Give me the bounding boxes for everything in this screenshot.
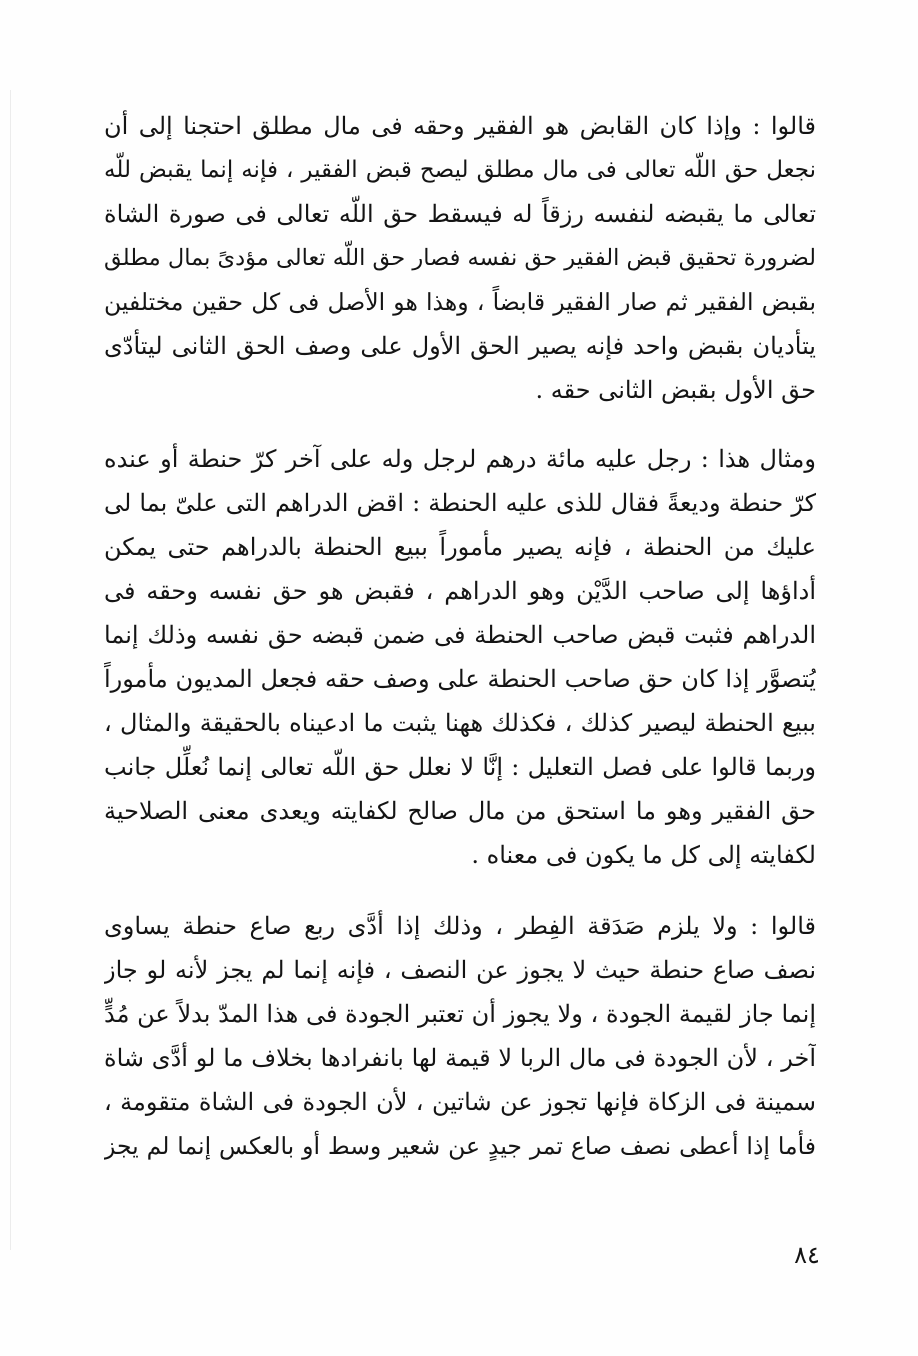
text-line: نجعل حق اللّه تعالى فى مال مطلق ليصح قبض الفقير ، فإنه إنما يقبض للّه	[104, 157, 816, 183]
text-line: لضرورة تحقيق قبض الفقير حق نفسه فصار حق اللّه تعالى مؤدىً بمال مطلق	[104, 245, 816, 271]
text-line: بقبض الفقير ثم صار الفقير قابضاً ، وهذا هو الأصل فى كل حقين مختلفين	[104, 288, 816, 316]
text-line: سمينة فى الزكاة فإنها تجوز عن شاتين ، لأن الجودة فى الشاة متقومة ،	[104, 1088, 816, 1116]
text-line: إنما جاز لقيمة الجودة ، ولا يجوز أن تعتبر الجودة فى هذا المدّ بدلاً عن مُدٍّ	[104, 1000, 816, 1028]
paragraph-2	[104, 437, 816, 877]
text-line: حق الأول بقبض الثانى حقه .	[535, 376, 816, 404]
text-line: فأما إذا أعطى نصف صاع تمر جيدٍ عن شعير وسط أو بالعكس إنما لم يجز	[104, 1132, 816, 1160]
text-line: قالوا : وإذا كان القابض هو الفقير وحقه فى مال مطلق احتجنا إلى أن	[104, 112, 816, 140]
text-line: ومثال هذا : رجل عليه مائة درهم لرجل وله على آخر كرّ حنطة أو عنده	[104, 445, 816, 473]
text-line: حق الفقير وهو ما استحق من مال صالح لكفايته ويعدى معنى الصلاحية	[104, 797, 816, 825]
text-line: يُتصوَّر إذا كان حق صاحب الحنطة على وصف حقه فجعل المديون مأموراً	[104, 665, 816, 693]
text-line: نصف صاع حنطة حيث لا يجوز عن النصف ، فإنه إنما لم يجز لأنه لو جاز	[104, 956, 816, 984]
text-line: ببيع الحنطة ليصير كذلك ، فكذلك ههنا يثبت ما ادعيناه بالحقيقة والمثال ،	[104, 709, 816, 737]
text-line: عليك من الحنطة ، فإنه يصير مأموراً ببيع الحنطة بالدراهم حتى يمكن	[104, 533, 816, 561]
text-line: لكفايته إلى كل ما يكون فى معناه .	[471, 841, 816, 869]
text-line: يتأديان بقبض واحد فإنه يصير الحق الأول على وصف الحق الثانى ليتأدّى	[104, 332, 816, 360]
paragraph-3	[104, 904, 816, 1168]
page-number: ٨٤	[794, 1241, 820, 1269]
text-line: قالوا : ولا يلزم صَدَقة الفِطر ، وذلك إذا أدَّى ربع صاع حنطة يساوى	[104, 912, 816, 940]
page-edge-shadow	[10, 90, 11, 1250]
text-line: تعالى ما يقبضه لنفسه رزقاً له فيسقط حق اللّه تعالى فى صورة الشاة	[104, 200, 816, 228]
text-line: الدراهم فثبت قبض صاحب الحنطة فى ضمن قبضه حق نفسه وذلك إنما	[104, 621, 816, 649]
paragraph-1	[104, 104, 816, 412]
text-line: وربما قالوا على فصل التعليل : إنَّا لا نعلل حق اللّه تعالى إنما نُعلِّل جانب	[104, 753, 816, 781]
text-line: أداؤها إلى صاحب الدَّيْن وهو الدراهم ، فقبض هو حق نفسه وحقه فى	[104, 577, 816, 605]
text-line: كرّ حنطة وديعةً فقال للذى عليه الحنطة : اقض الدراهم التى علىّ بما لى	[104, 489, 816, 517]
text-line: آخر ، لأن الجودة فى مال الربا لا قيمة لها بانفرادها بخلاف ما لو أدَّى شاة	[104, 1044, 816, 1072]
